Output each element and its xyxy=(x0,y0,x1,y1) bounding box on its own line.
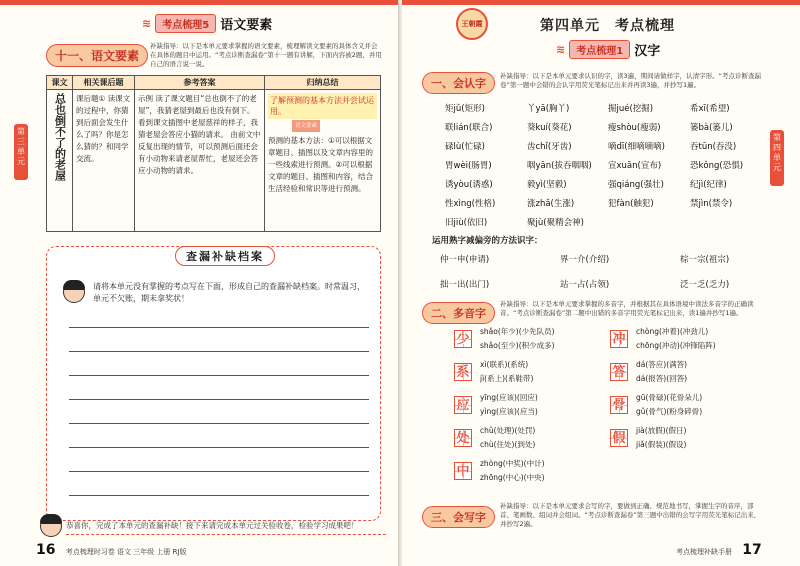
side-tab: 第三单元 xyxy=(14,124,28,180)
poly-char-box: 中 xyxy=(454,462,472,480)
table-header: 归纳总结 xyxy=(265,76,381,90)
section-title: 十一、语文要素 xyxy=(46,44,148,67)
word-item: 葵kuí(葵花) xyxy=(527,123,572,133)
word-item: 联lián(联合) xyxy=(445,123,493,133)
box-tip: 请将本单元没有掌握的考点写在下面，形成自己的查漏补缺档案。时常温习，单元不欠账，期末拿奖状！ xyxy=(93,282,365,303)
word-item: 毅yì(坚毅) xyxy=(527,180,567,190)
word-item: 涨zhǎ(生涨) xyxy=(527,199,575,209)
poly-reading: chù(住处)(到处) xyxy=(480,440,536,449)
word-item: 矩jǔ(矩形) xyxy=(445,104,485,114)
radical-item: 仲一申(申请) xyxy=(440,255,490,265)
poly-char-box: 假 xyxy=(610,429,628,447)
word-item: 聚jù(聚精会神) xyxy=(527,218,584,228)
kid-avatar xyxy=(40,515,62,537)
bottom-tip: 恭喜你，完成了本单元的查漏补缺！接下来请完成本单元过关验收卷，检验学习成果吧！ xyxy=(66,520,386,535)
section-tip: 补缺指导：以下是本单元要求掌握的语文要素，梳理解读文要素的具体含义并会在具体的题目中运用。“考点诊断查漏卷”第十一题有讲解，下面内容被2题，并用自己的语言说一说。 xyxy=(150,42,382,68)
write-line[interactable] xyxy=(69,327,369,328)
lesson-title: 总也倒不了的老屋 xyxy=(53,93,67,181)
top-stripe xyxy=(0,0,399,5)
word-item: 丫yā(胸丫) xyxy=(527,104,570,114)
wave-icon: ≋ xyxy=(142,17,152,30)
write-line[interactable] xyxy=(69,399,369,400)
poly-reading: jiǎ(假装)(假设) xyxy=(636,440,687,449)
word-item: 宣xuān(宣布) xyxy=(608,161,662,171)
left-footer xyxy=(36,542,187,558)
word-item: 强qiáng(强壮) xyxy=(608,180,664,190)
header-badge: 考点梳理1 xyxy=(569,40,630,59)
poly-reading: chòng(冲着)(冲劲儿) xyxy=(636,327,709,336)
right-header xyxy=(556,40,660,59)
radical-item: 棕一宗(祖宗) xyxy=(680,255,730,265)
word-item: 旧jiù(依旧) xyxy=(445,218,488,228)
word-item: 掘jué(挖掘) xyxy=(608,104,654,114)
table-header: 参考答案 xyxy=(135,76,265,90)
word-item: 性xìng(性格) xyxy=(445,199,496,209)
poly-reading: gǔ(骨气)(粉身碎骨) xyxy=(636,407,703,416)
word-item: 禁jìn(禁令) xyxy=(690,199,733,209)
table-header: 相关课后题 xyxy=(73,76,135,90)
table-header: 课文 xyxy=(47,76,73,90)
summary-tag: 语文要素 xyxy=(292,120,320,132)
radical-title: 运用熟字减偏旁的方法识字： xyxy=(432,236,543,246)
summary-highlight: 了解预测的基本方法并尝试运用。 xyxy=(268,93,377,119)
section-title: 二、多音字 xyxy=(422,302,495,324)
poly-reading: yīng(应该)(回应) xyxy=(480,393,538,402)
word-item: 诱yòu(诱惑) xyxy=(445,180,493,190)
radical-item: 界一介(介绍) xyxy=(560,255,610,265)
word-item: 咽yān(拔吞咽咽) xyxy=(527,161,592,171)
poly-reading: shǎo(年少)(少先队员) xyxy=(480,327,555,336)
left-header xyxy=(142,14,272,33)
header-badge: 考点梳理5 xyxy=(155,14,216,33)
poly-reading: jià(放假)(假日) xyxy=(636,426,687,435)
word-item: 篓bà(篓儿) xyxy=(690,123,733,133)
side-tab: 第四单元 xyxy=(770,130,784,186)
question-cell: 课后题① 读课文的过程中，你猜到后面会发生什么了吗？你是怎么猜的？和同学交流。 xyxy=(73,90,135,232)
box-title: 查漏补缺档案 xyxy=(175,246,275,266)
section-tip: 补缺指导：以下是本单元要求会写的字，要做到正确、规范地书写，掌握生字的音序，部首、笔画数、组词并会组词。“考点诊断查漏卷”第三题中出错的会写字用荧光笔标记出来，并抄写2遍。 xyxy=(500,502,761,528)
footer-text: 考点梳理时习卷 语文 三年级 上册 RJ版 xyxy=(65,548,187,556)
poly-reading: shǎo(至少)(积少成多) xyxy=(480,341,555,350)
poly-char-box: 骨 xyxy=(610,396,628,414)
poly-char-box: 系 xyxy=(454,363,472,381)
poly-reading: zhōng(中心)(中央) xyxy=(480,473,545,482)
word-item: 嘀dī(细嘀嘀嘀) xyxy=(608,142,665,152)
section-title: 一、会认字 xyxy=(422,72,495,94)
footer-text: 考点梳理补缺手册 xyxy=(676,548,732,556)
word-item: 齿chǐ(牙齿) xyxy=(527,142,572,152)
poly-char-box: 答 xyxy=(610,363,628,381)
poly-reading: dá(报答)(回答) xyxy=(636,374,688,383)
poly-reading: yìng(应该)(应当) xyxy=(480,407,538,416)
word-item: 恐kǒng(恐惧) xyxy=(690,161,744,171)
poly-reading: jì(系上)(系鞋带) xyxy=(480,374,534,383)
page-number: 17 xyxy=(742,542,762,558)
word-item: 犯fàn(触犯) xyxy=(608,199,654,209)
write-line[interactable] xyxy=(69,471,369,472)
radical-item: 泛一乏(乏力) xyxy=(680,280,730,290)
poly-char-box: 冲 xyxy=(610,330,628,348)
write-line[interactable] xyxy=(69,423,369,424)
poly-char-box: 少 xyxy=(454,330,472,348)
section-title: 三、会写字 xyxy=(422,506,495,528)
page-number: 16 xyxy=(36,542,56,558)
write-line[interactable] xyxy=(69,447,369,448)
poly-reading: dá(答应)(满答) xyxy=(636,360,688,369)
section-tip: 补缺指导：以下是本单元要求认识的字，读3遍，期间请做样字，认清字形。“考点诊断查漏卷”第一题中会错的会认字用荧光笔标记出来并再读3遍，并抄写1遍。 xyxy=(500,72,762,89)
write-line[interactable] xyxy=(69,495,369,496)
radical-item: 站一占(占领) xyxy=(560,280,610,290)
poly-reading: xì(联系)(系统) xyxy=(480,360,529,369)
radical-item: 拙一出(出门) xyxy=(440,280,490,290)
right-footer xyxy=(676,542,762,558)
brand-logo: 王朝霞 xyxy=(456,8,488,40)
poly-char-box: 应 xyxy=(454,396,472,414)
summary-body: 预测的基本方法：①可以根据文章题目、插图以及文章内容里的一些线索进行预测。②可以根据文章的题目、插图和内容，结合生活经验和常识等进行预测。 xyxy=(268,136,373,193)
poly-reading: chǔ(处理)(处罚) xyxy=(480,426,536,435)
poly-char-box: 处 xyxy=(454,429,472,447)
unit-title: 第四单元 考点梳理 xyxy=(540,18,675,34)
word-item: 希xī(希望) xyxy=(690,104,730,114)
missing-record-box xyxy=(46,246,381,521)
poly-reading: zhòng(中奖)(中计) xyxy=(480,459,545,468)
header-title: 汉字 xyxy=(634,44,661,59)
word-item: 胃wèi(肠胃) xyxy=(445,161,492,171)
header-title: 语文要素 xyxy=(220,18,273,33)
section-tip: 补缺指导：以下是本单元要求掌握的多音字，并根据其在具体语境中读法多音字的正确读音。“考点诊断查漏卷”第二题中出错的多音字用荧光笔标记出来，读1遍并抄写1遍。 xyxy=(500,300,754,317)
word-item: 碌lù(忙碌) xyxy=(445,142,485,152)
kid-avatar xyxy=(63,281,85,303)
wave-icon: ≋ xyxy=(556,43,566,56)
answer-cell: 示例 读了课文题目“总也倒不了的老屋”，我猜老屋到最后也没有倒下。 看到课文插图中老屋慈祥的样子，我猜老屋会答应小猫的请求。 由前文中反复出现的情节，可以预测后面还会有小动物来请老屋帮忙，老屋还会答应小动物的请求。 xyxy=(135,90,265,232)
poly-reading: chōng(冲动)(冲锋陷阵) xyxy=(636,341,716,350)
poly-reading: gū(骨碌)(花骨朵儿) xyxy=(636,393,703,402)
top-stripe xyxy=(402,0,800,5)
word-item: 纪jì(纪律) xyxy=(690,180,727,190)
write-line[interactable] xyxy=(69,351,369,352)
write-line[interactable] xyxy=(69,375,369,376)
word-item: 瘦shòu(瘦弱) xyxy=(608,123,661,133)
summary-table xyxy=(46,75,381,232)
word-item: 吞tūn(吞没) xyxy=(690,142,737,152)
